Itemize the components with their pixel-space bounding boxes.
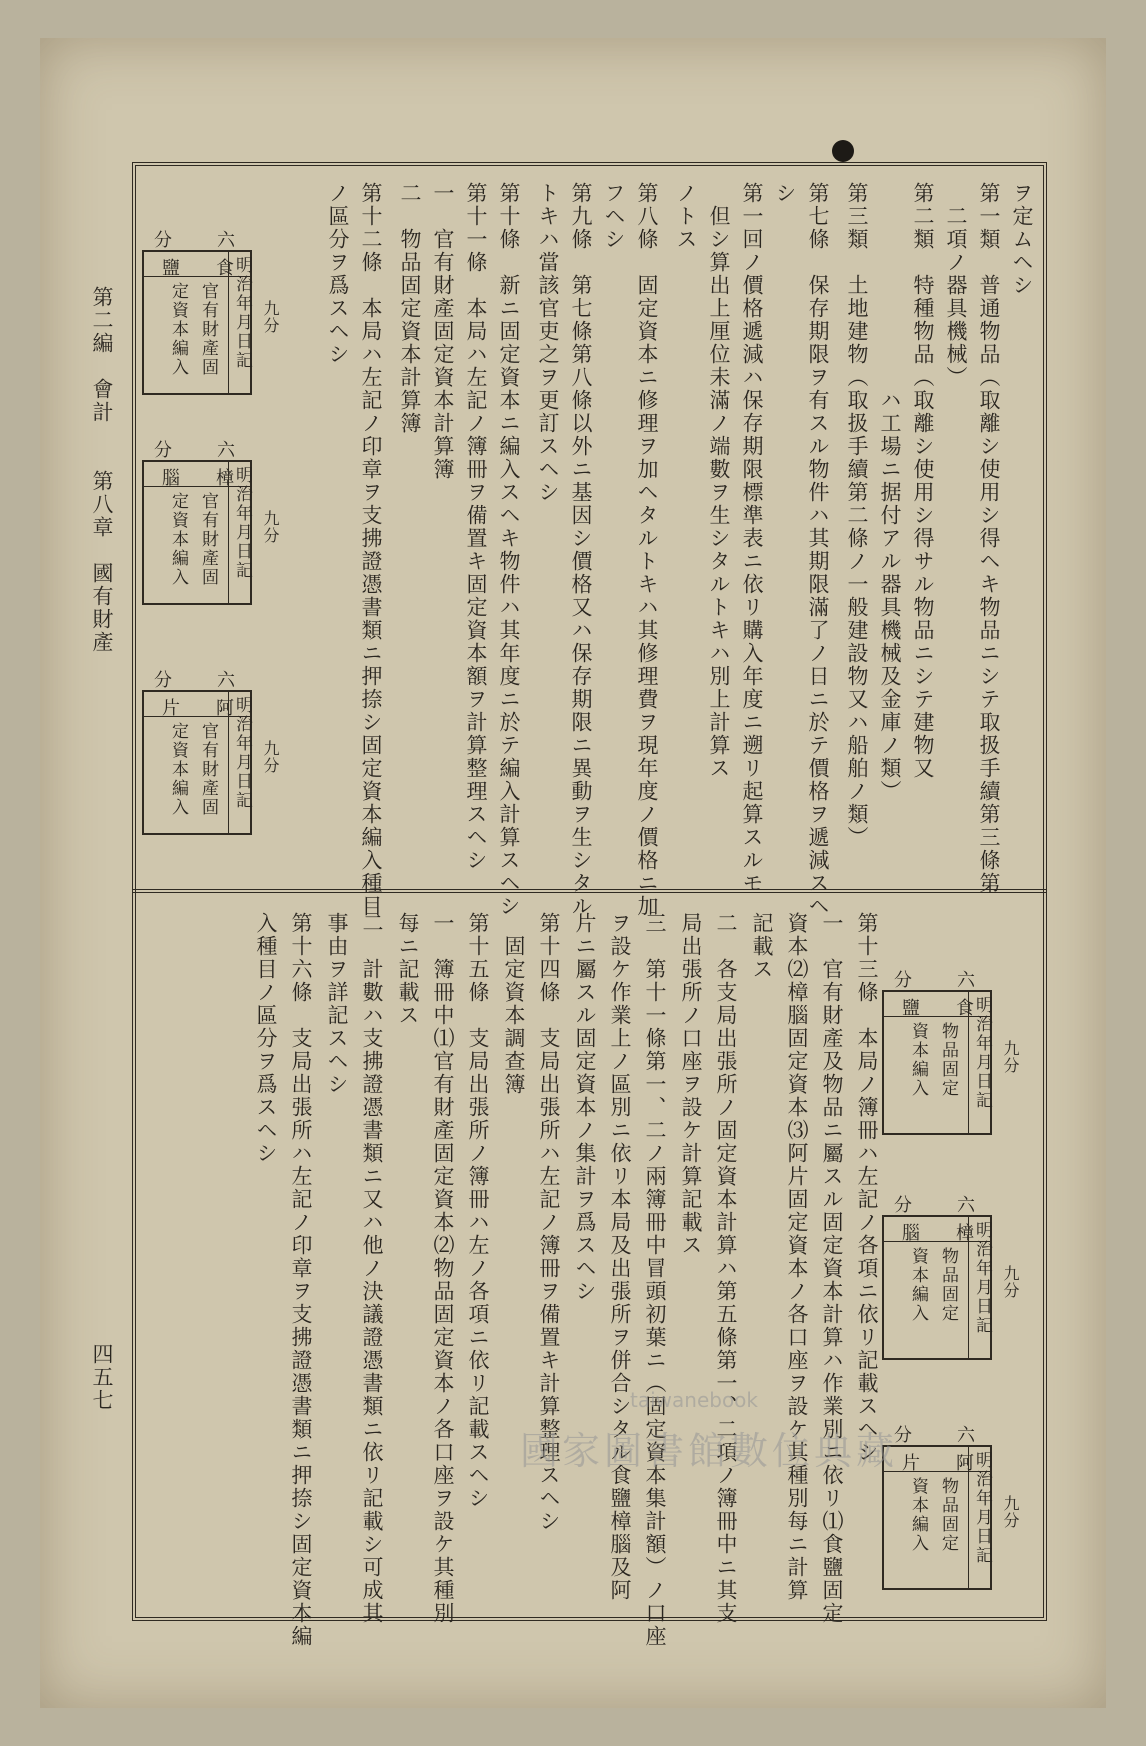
- stamp-side-mark: 分: [154, 230, 173, 251]
- lower-column-6: 三 第十一條第一、二ノ兩簿冊中冒頭初葉ニ（固定資本集計額）ノ口座: [643, 912, 667, 1648]
- lower-column-4: 二 各支局出張所ノ固定資本計算ハ第五條第一、二項ノ簿冊中ニ其支: [714, 912, 738, 1625]
- stamp-body-1: 物品固定: [938, 1022, 958, 1098]
- stamp-top-mark: 六: [957, 1195, 976, 1216]
- stamp-body-1: 物品固定: [938, 1247, 958, 1323]
- stamp-date: 明治年月日記: [232, 696, 252, 810]
- stamp-char-1: 樟: [956, 1223, 975, 1244]
- stamp-date: 明治年月日記: [232, 466, 252, 580]
- lower-column-3: 記載ス: [750, 912, 774, 981]
- stamp-char-1: 食: [216, 258, 235, 279]
- upper-column-3: 第二類 特種物品（取離シ使用シ得サル物品ニシテ建物又: [911, 182, 935, 780]
- lower-column-10: 固定資本調查簿: [502, 912, 526, 1096]
- stamp-date: 明治年月日記: [972, 996, 992, 1110]
- stamp-body-2: 資本編入: [908, 1022, 928, 1098]
- stamp-date-line: [228, 692, 229, 833]
- upper-column-12: フヘシ: [602, 182, 626, 251]
- lower-column-16: 第十六條 支局出張所ハ左記ノ印章ヲ支拂證憑書類ニ押捺シ固定資本編: [289, 912, 313, 1648]
- stamp-top-mark: 六: [957, 1425, 976, 1446]
- stamp-side-mark: 分: [894, 1195, 913, 1216]
- stamp-char-1: 樟: [216, 468, 235, 489]
- lower-column-5: 局出張所ノ口座ヲ設ケ計算記載ス: [679, 912, 703, 1257]
- lower-column-11: 第十五條 支局出張所ノ簿冊ハ左ノ各項ニ依リ記載スヘシ: [466, 912, 490, 1510]
- stamp-char-2: 片: [902, 1453, 921, 1474]
- stamps_upper-stamp-0: [142, 230, 280, 400]
- stamp-body-2: 定資本編入: [168, 492, 188, 587]
- stamp-body-2: 資本編入: [908, 1477, 928, 1553]
- upper-column-7: シ: [773, 182, 797, 205]
- stamps_lower-stamp-1: [882, 1195, 1020, 1365]
- lower-column-1: 一 官有財產及物品ニ屬スル固定資本計算ハ作業別ニ依リ⑴食鹽固定: [820, 912, 844, 1625]
- stamp-box: [142, 250, 252, 395]
- stamp-char-1: 食: [956, 998, 975, 1019]
- stamp-top-mark: 六: [217, 440, 236, 461]
- stamp-body-1: 物品固定: [938, 1477, 958, 1553]
- upper-column-0: ヲ定ムヘシ: [1010, 182, 1034, 297]
- stamp-dimension: 九分: [1001, 1040, 1020, 1074]
- stamp-char-2: 鹽: [162, 258, 181, 279]
- stamp-body-2: 定資本編入: [168, 722, 188, 817]
- stamp-side-mark: 分: [894, 970, 913, 991]
- upper-column-11: 第八條 固定資本ニ修理ヲ加ヘタルトキハ其修理費ヲ現年度ノ價格ニ加: [635, 182, 659, 918]
- stamp-date-line: [968, 1217, 969, 1358]
- page-number: 四五七: [90, 1343, 114, 1412]
- lower-column-2: 資本⑵樟腦固定資本⑶阿片固定資本ノ各口座ヲ設ケ其種別每ニ計算: [785, 912, 809, 1602]
- upper-column-16: 第十一條 本局ハ左記ノ簿冊ヲ備置キ固定資本額ヲ計算整理スヘシ: [464, 182, 488, 872]
- stamps_upper-stamp-2: [142, 670, 280, 840]
- lower-column-15: 事由ヲ詳記スヘシ: [325, 912, 349, 1096]
- stamp-date: 明治年月日記: [232, 256, 252, 370]
- stamp-dimension: 九分: [1001, 1265, 1020, 1299]
- upper-column-1: 第一類 普通物品（取離シ使用シ得ヘキ物品ニシテ取扱手續第三條第: [977, 182, 1001, 895]
- stamp-char-1: 阿: [216, 698, 235, 719]
- watermark: 國家圖書館數位典藏: [520, 1429, 899, 1473]
- stamp-char-2: 片: [162, 698, 181, 719]
- upper-column-9: 但シ算出上厘位未滿ノ端數ヲ生シタルトキハ別上計算ス: [707, 182, 731, 780]
- lower-column-8: 片ニ屬スル固定資本ノ集計ヲ爲スヘシ: [573, 912, 597, 1303]
- stamp-box: [882, 1215, 992, 1360]
- stamp-char-2: 腦: [902, 1223, 921, 1244]
- stamp-date: 明治年月日記: [972, 1221, 992, 1335]
- stamp-body-1: 官有財產固: [198, 492, 218, 587]
- stamp-date-line: [228, 462, 229, 603]
- watermark-sub: taiwanebook: [630, 1388, 758, 1412]
- upper-column-6: 第七條 保存期限ヲ有スル物件ハ其期限滿了ノ日ニ於テ價格ヲ遞減スヘ: [806, 182, 830, 918]
- stamp-body-2: 資本編入: [908, 1247, 928, 1323]
- upper-column-13: 第九條 第七條第八條以外ニ基因シ價格又ハ保存期限ニ異動ヲ生シタル: [569, 182, 593, 918]
- upper-column-17: 一 官有財產固定資本計算簿: [431, 182, 455, 481]
- lower-column-0: 第十三條 本局ノ簿冊ハ左記ノ各項ニ依リ記載スヘシ: [855, 912, 879, 1464]
- stamp-date-line: [968, 992, 969, 1133]
- upper-column-5: 第三類 土地建物（取扱手續第二條ノ一般建設物又ハ船舶ノ類）: [845, 182, 869, 849]
- stamp-box: [882, 990, 992, 1135]
- lower-column-12: 一 簿冊中⑴官有財產固定資本⑵物品固定資本ノ各口座ヲ設ケ其種別: [431, 912, 455, 1625]
- ink-spot: [832, 140, 854, 162]
- upper-column-20: ノ區分ヲ爲スヘシ: [326, 182, 350, 366]
- stamp-side-mark: 分: [154, 440, 173, 461]
- stamp-top-mark: 六: [217, 230, 236, 251]
- stamp-body-1: 官有財產固: [198, 722, 218, 817]
- stamp-body-1: 官有財產固: [198, 282, 218, 377]
- stamp-top-mark: 六: [957, 970, 976, 991]
- upper-column-18: 二 物品固定資本計算簿: [398, 182, 422, 435]
- upper-column-19: 第十二條 本局ハ左記ノ印章ヲ支拂證憑書類ニ押捺シ固定資本編入種目: [359, 182, 383, 918]
- stamp-dimension: 九分: [261, 300, 280, 334]
- stamp-dimension: 九分: [261, 740, 280, 774]
- stamp-side-mark: 分: [894, 1425, 913, 1446]
- lower-column-9: 第十四條 支局出張所ハ左記ノ簿冊ヲ備置キ計算整理スヘシ: [537, 912, 561, 1533]
- stamp-date-line: [228, 252, 229, 393]
- upper-column-10: ノトス: [674, 182, 698, 251]
- lower-column-13: 每ニ記載ス: [396, 912, 420, 1027]
- upper-column-15: 第十條 新ニ固定資本ニ編入スヘキ物件ハ其年度ニ於テ編入計算スヘシ: [497, 182, 521, 918]
- stamp-date: 明治年月日記: [972, 1451, 992, 1565]
- upper-column-2: 二項ノ器具機械）: [944, 182, 968, 389]
- upper-column-14: トキハ當該官吏之ヲ更訂スヘシ: [536, 182, 560, 504]
- lower-column-7: ヲ設ケ作業上ノ區別ニ依リ本局及出張所ヲ併合シタル食鹽樟腦及阿: [608, 912, 632, 1602]
- running-header: 第二編 會計 第八章 國有財產: [90, 286, 114, 654]
- stamp-body-2: 定資本編入: [168, 282, 188, 377]
- upper-column-8: 第一回ノ價格遞減ハ保存期限標準表ニ依リ購入年度ニ遡リ起算スルモ: [740, 182, 764, 895]
- stamp-char-2: 鹽: [902, 998, 921, 1019]
- stamps_upper-stamp-1: [142, 440, 280, 610]
- upper-column-4: ハ工場ニ据付アル器具機械及金庫ノ類）: [878, 182, 902, 803]
- stamp-dimension: 九分: [261, 510, 280, 544]
- stamp-box: [142, 460, 252, 605]
- stamp-char-2: 腦: [162, 468, 181, 489]
- lower-column-14: 二 計數ハ支拂證憑書類ニ又ハ他ノ決議證憑書類ニ依リ記載シ可成其: [360, 912, 384, 1625]
- stamp-box: [142, 690, 252, 835]
- stamp-dimension: 九分: [1001, 1495, 1020, 1529]
- stamp-char-1: 阿: [956, 1453, 975, 1474]
- stamp-side-mark: 分: [154, 670, 173, 691]
- lower-column-17: 入種目ノ區分ヲ爲スヘシ: [254, 912, 278, 1165]
- stamps_lower-stamp-0: [882, 970, 1020, 1140]
- stamp-top-mark: 六: [217, 670, 236, 691]
